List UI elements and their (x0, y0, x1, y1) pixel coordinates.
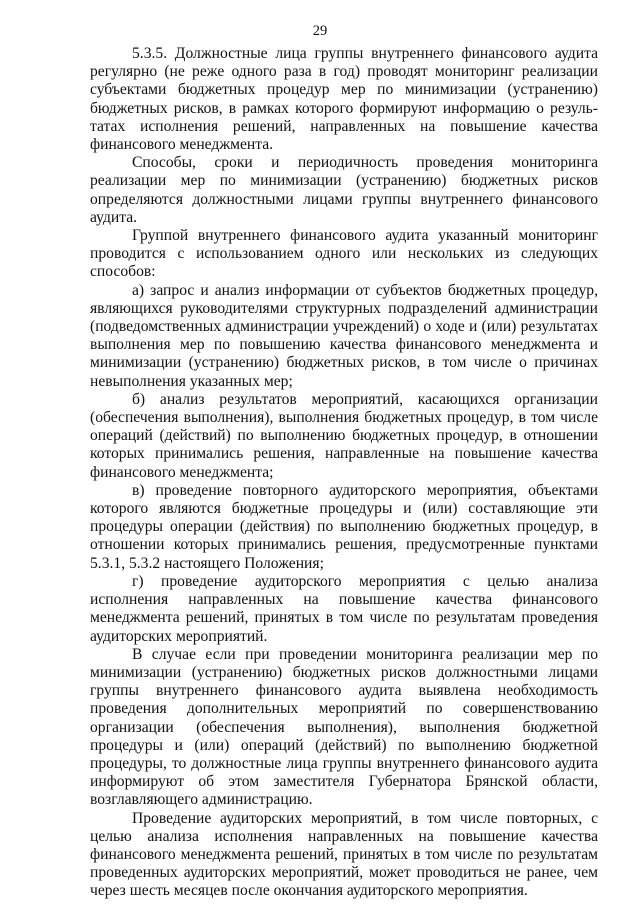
list-item-b: б) анализ результатов мероприятий, касающихся организации (обеспечения выполнения), выполнения бюджетных процедур, в том числе операций (действий) по выполнению бюджетных процедур, в отношении которых принимались решения, направленные на повышение качества финансового менеджмента; (90, 390, 598, 481)
paragraph-repeat-audits: Проведение аудиторских мероприятий, в том числе повторных, с целью анализа исполнения направленных на повышение качества финансового менеджмента решений, принятых в том числе по результатам проведенных аудиторских мероприятий, может проводиться не ранее, чем через шесть месяцев после окончания аудиторского мероприятия. (90, 809, 598, 900)
document-body (90, 45, 598, 901)
paragraph-5-3-5: 5.3.5. Должностные лица группы внутреннего финансового аудита регулярно (не реже одного раза в год) проводят мониторинг реализации субъектами бюджетных процедур мер по минимизации (устранению) бюджетных рисков, в рамках которого формируют информацию о резуль-татах исполнения решений, направленных на повышение качества финансового менеджмента. (90, 45, 598, 154)
list-item-a: а) запрос и анализ информации от субъектов бюджетных процедур, являющихся руководителями структурных подразделений администрации (подведомственных администрации учреждений) о ходе и (или) результатах выполнения мер по повышению качества финансового менеджмента и минимизации (устранению) бюджетных рисков, в том числе о причинах невыполнения указанных мер; (90, 281, 598, 390)
paragraph-monitoring-intro: Группой внутреннего финансового аудита указанный мониторинг проводится с использованием одного или нескольких из следующих способов: (90, 227, 598, 281)
paragraph-monitoring-methods: Способы, сроки и периодичность проведения мониторинга реализации мер по минимизации (устранению) бюджетных рисков определяются должностными лицами группы внутреннего финансового аудита. (90, 154, 598, 226)
page-number: 29 (312, 23, 328, 39)
list-item-v: в) проведение повторного аудиторского мероприятия, объектами которого являются бюджетные процедуры и (или) составляющие эти процедуры операции (действия) по выполнению бюджетных процедур, в отношении которых принимались решения, предусмотренные пунктами 5.3.1, 5.3.2 настоящего Положения; (90, 481, 598, 572)
list-item-g: г) проведение аудиторского мероприятия с целью анализа исполнения направленных на повышение качества финансового менеджмента решений, принятых в том числе по результатам проведения аудиторских мероприятий. (90, 572, 598, 645)
paragraph-additional-measures: В случае если при проведении мониторинга реализации мер по минимизации (устранению) бюджетных рисков должностными лицами группы внутреннего финансового аудита выявлена необходимость проведения дополнительных мероприятий по совершенствованию организации (обеспечения выполнения), выполнения бюджетной процедуры и (или) операций (действий) по выполнению бюджетной процедуры, то должностные лица группы внутреннего финансового аудита информируют об этом заместителя Губернатора Брянской области, возглавляющего администрацию. (90, 645, 598, 809)
